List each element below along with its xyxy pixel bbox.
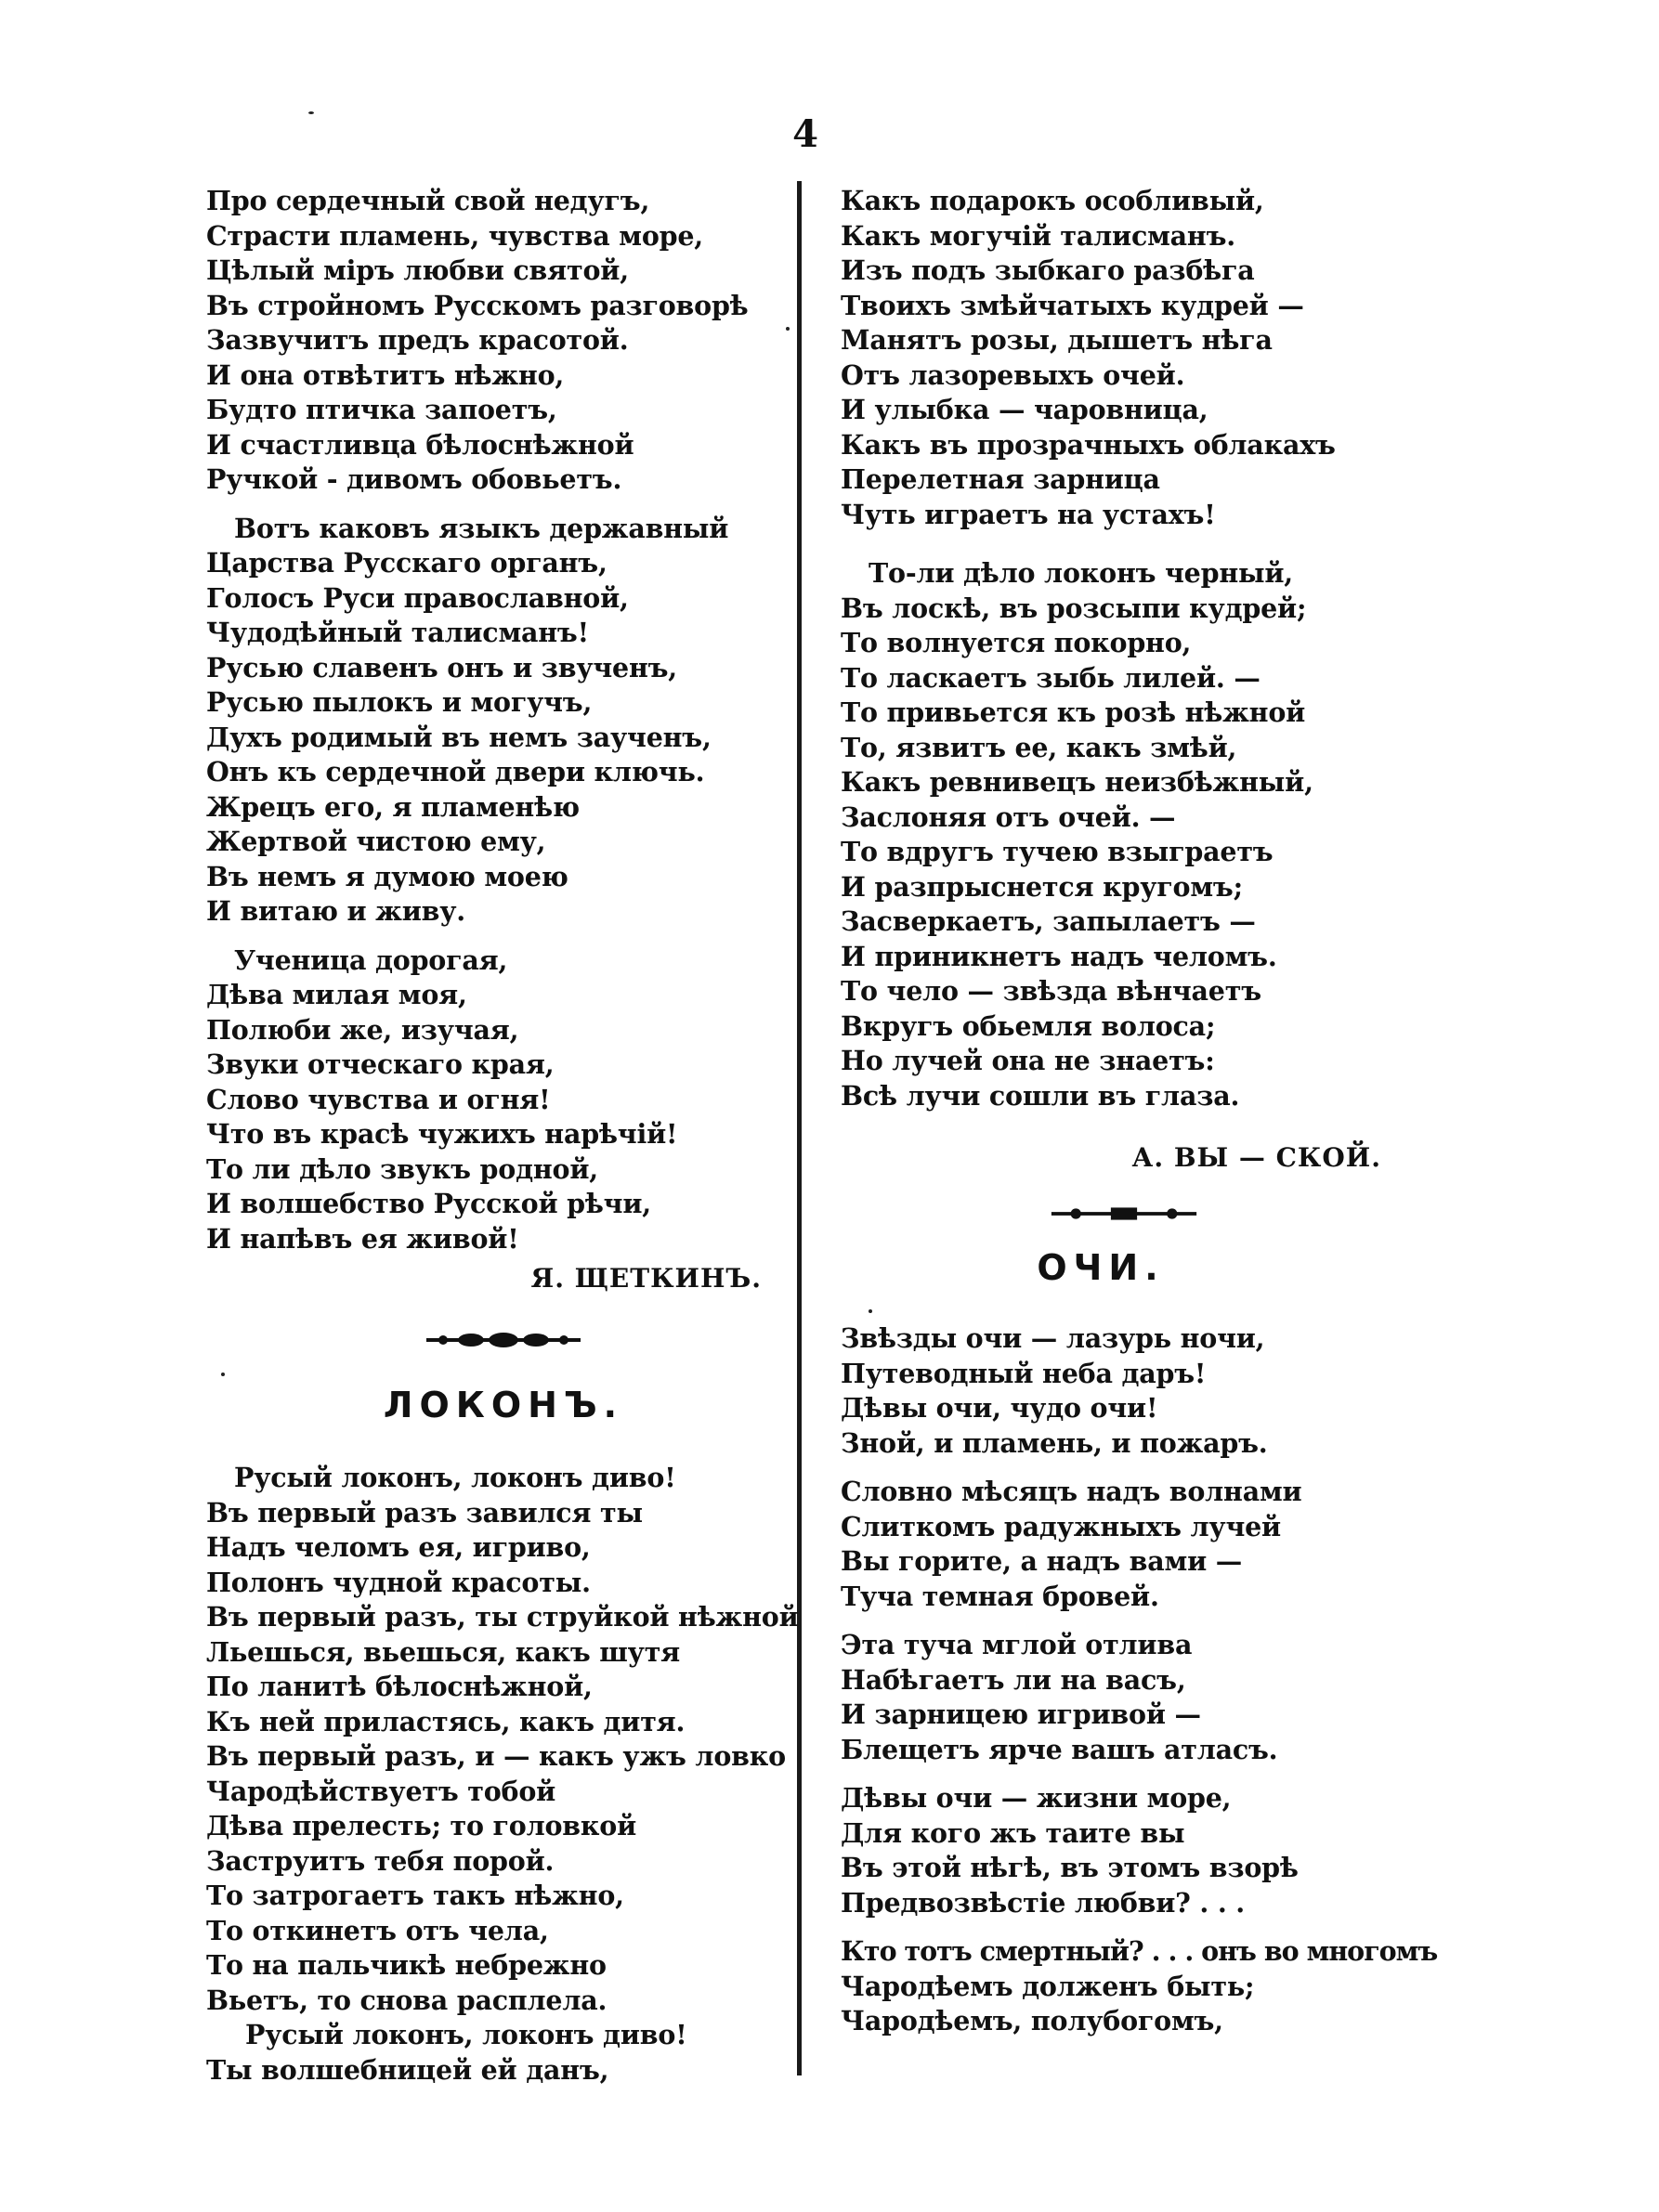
poem-line: Какъ подарокъ особливый,: [841, 185, 1264, 216]
poem-line: Чуть играетъ на устахъ!: [841, 498, 1216, 530]
poem-line: Предвозвѣстіе любви? . . .: [841, 1886, 1246, 1919]
poem-line: Туча темная бровей.: [841, 1580, 1159, 1612]
poem-line: Словно мѣсяцъ надъ волнами: [841, 1476, 1302, 1507]
poem-line: Всѣ лучи сошли въ глаза.: [841, 1079, 1240, 1112]
poem-line: То, язвитъ ее, какъ змѣй,: [841, 731, 1237, 763]
left-column: [206, 184, 801, 2101]
poem-line: Вьетъ, то снова расплела.: [206, 1984, 607, 2016]
poem-line: Голосъ Руси православной,: [206, 581, 629, 614]
poem-line: То привьется къ розѣ нѣжной: [841, 696, 1306, 728]
poem-line: Русью славенъ онъ и звученъ,: [206, 651, 677, 683]
poem-line: То вдругъ тучею взыграетъ: [841, 836, 1274, 867]
stanza: [841, 184, 1398, 532]
stanza: [206, 943, 801, 1257]
stanza: [206, 512, 801, 930]
poem-line: Ручкой - дивомъ обовьетъ.: [206, 463, 622, 495]
poem-line: Чародѣемъ, полубогомъ,: [841, 2005, 1223, 2036]
poem-line: Заслоняя отъ очей. —: [841, 800, 1176, 833]
poem-line: Въ лоскѣ, въ розсыпи кудрей;: [841, 592, 1307, 624]
poem-line: Эта туча мглой отлива: [841, 1629, 1193, 1660]
stanza: [206, 1461, 801, 2088]
poem-line: Дѣва прелесть; то головкой: [206, 1810, 637, 1841]
poem-line: Отъ лазоревыхъ очей.: [841, 358, 1185, 391]
poem-line: Дѣва милая моя,: [206, 979, 467, 1010]
poem-line: Звуки отческаго края,: [206, 1048, 555, 1080]
poem-line: Перелетная зарница: [841, 463, 1160, 495]
poem-line: Чудодѣйный талисманъ!: [206, 617, 589, 648]
poem-line: Зазвучитъ предъ красотой.: [206, 324, 629, 356]
poem-line: Набѣгаетъ ли на васъ,: [841, 1663, 1186, 1696]
poem-line: Въ этой нѣгѣ, въ этомъ взорѣ: [841, 1852, 1299, 1883]
poem-line: И витаю и живу.: [206, 895, 466, 927]
stanza: [206, 184, 801, 498]
poem-line: Въ немъ я думою моею: [206, 860, 568, 892]
poem-line: То-ли дѣло локонъ черный,: [869, 557, 1294, 589]
poem-line: Въ первый разъ, и — какъ ужъ ловко: [206, 1740, 786, 1772]
poem-line: Онъ къ сердечной двери ключь.: [206, 756, 705, 787]
poem-line: Въ первый разъ завился ты: [206, 1496, 643, 1529]
poem-line: Царства Русскаго органъ,: [206, 547, 607, 579]
poem-line: Въ стройномъ Русскомъ разговорѣ: [206, 289, 749, 321]
poem-line: Зной, и пламень, и пожаръ.: [841, 1426, 1268, 1459]
poem-line: То ласкаетъ зыбь лилей. —: [841, 661, 1261, 694]
poem-line: Ученица дорогая,: [234, 943, 508, 976]
poem-line: Слово чувства и огня!: [206, 1083, 551, 1115]
poem-line: Русый локонъ, локонъ диво!: [245, 2019, 687, 2050]
poem-line: Но лучей она не знаетъ:: [841, 1045, 1215, 1076]
poem-line: Кто тотъ смертный? . . . онъ во многомъ: [841, 1935, 1438, 1967]
poem-line: Чародѣемъ долженъ быть;: [841, 1970, 1255, 2002]
poem-line: И она отвѣтитъ нѣжно,: [206, 358, 565, 391]
poem-line: Для кого жъ таите вы: [841, 1816, 1185, 1849]
poem-line: Страсти пламень, чувства море,: [206, 219, 704, 252]
scan-speck: [308, 111, 314, 114]
poem-line: Полонъ чудной красоты.: [206, 1566, 591, 1598]
poem-line: Какъ въ прозрачныхъ облакахъ: [841, 428, 1336, 461]
stanza: [841, 556, 1398, 1113]
poem-line: Къ ней приластясь, какъ дитя.: [206, 1705, 686, 1737]
poem-line: И разпрыснется кругомъ;: [841, 870, 1243, 903]
poem-title: ЛОКОНЪ.: [383, 1385, 624, 1425]
stanza: [841, 1781, 1398, 1920]
page-number: 4: [792, 112, 818, 156]
poem-line: Слиткомъ радужныхъ лучей: [841, 1510, 1281, 1542]
poem-line: И счастливца бѣлоснѣжной: [206, 428, 634, 461]
poem-line: Какъ ревнивецъ неизбѣжный,: [841, 766, 1313, 798]
author-signature: А. ВЫ — СКОЙ.: [1131, 1142, 1381, 1173]
ornament-divider: [1050, 1204, 1198, 1223]
poem-line: Дѣвы очи — жизни море,: [841, 1782, 1232, 1814]
poem-line: Жертвой чистою ему,: [206, 826, 546, 857]
poem-line: Льешься, вьешься, какъ шутя: [206, 1635, 681, 1668]
poem-line: Путеводный неба даръ!: [841, 1357, 1207, 1389]
poem-line: И напѣвъ ея живой!: [206, 1222, 519, 1255]
poem-line: И волшебство Русской рѣчи,: [206, 1188, 651, 1219]
poem-line: То волнуется покорно,: [841, 627, 1192, 658]
poem-line: Чародѣйствуетъ тобой: [206, 1775, 556, 1807]
poem-line: То чело — звѣзда вѣнчаетъ: [841, 975, 1261, 1007]
author-signature: Я. ЩЕТКИНЪ.: [530, 1263, 762, 1294]
poem-line: Духъ родимый въ немъ заученъ,: [206, 721, 712, 753]
poem-line: Вкругъ обьемля волоса;: [841, 1009, 1216, 1042]
poem-line: Какъ могучій талисманъ.: [841, 219, 1235, 252]
stanza: [841, 1934, 1438, 2039]
poem-line: Жрецъ его, я пламенѣю: [206, 790, 580, 823]
poem-line: То откинетъ отъ чела,: [206, 1914, 549, 1946]
poem-line: Про сердечный свой недугъ,: [206, 185, 650, 216]
ornament-divider: [425, 1331, 582, 1349]
poem-line: Заструитъ тебя порой.: [206, 1844, 555, 1877]
poem-line: Звѣзды очи — лазурь ночи,: [841, 1322, 1265, 1354]
poem-line: Полюби же, изучая,: [206, 1013, 519, 1046]
poem-line: Вотъ каковъ языкъ державный: [234, 512, 729, 544]
poem-line: Что въ красѣ чужихъ нарѣчій!: [206, 1118, 678, 1150]
poem-line: Засверкаетъ, запылаетъ —: [841, 905, 1256, 937]
poem-line: И зарницею игривой —: [841, 1698, 1201, 1730]
poem-line: Цѣлый міръ любви святой,: [206, 254, 629, 286]
poem-line: Манятъ розы, дышетъ нѣга: [841, 324, 1273, 356]
poem-line: То на пальчикѣ небрежно: [206, 1949, 607, 1981]
poem-line: Твоихъ змѣйчатыхъ кудрей —: [841, 289, 1304, 321]
poem-line: По ланитѣ бѣлоснѣжной,: [206, 1671, 593, 1702]
poem-line: Будто птичка запоетъ,: [206, 394, 557, 425]
poem-line: Надъ челомъ ея, игриво,: [206, 1531, 591, 1563]
poem-line: Изъ подъ зыбкаго разбѣга: [841, 254, 1255, 286]
poem-line: Въ первый разъ, ты струйкой нѣжной: [206, 1601, 799, 1633]
poem-line: Блещетъ ярче вашъ атласъ.: [841, 1733, 1278, 1765]
poem-line: Русый локонъ, локонъ диво!: [234, 1462, 676, 1493]
stanza: [841, 1475, 1398, 1614]
poem-line: То ли дѣло звукъ родной,: [206, 1152, 599, 1185]
poem-line: Ты волшебницей ей данъ,: [206, 2053, 609, 2086]
poem-line: И улыбка — чаровница,: [841, 394, 1208, 425]
poem-line: Дѣвы очи, чудо очи!: [841, 1392, 1158, 1424]
poem-line: Русью пылокъ и могучъ,: [206, 686, 593, 718]
poem-title: ОЧИ.: [1037, 1247, 1165, 1288]
stanza: [841, 1628, 1398, 1767]
stanza: [841, 1321, 1398, 1461]
poem-line: То затрогаетъ такъ нѣжно,: [206, 1880, 624, 1911]
right-column: [841, 184, 1438, 2053]
poem-line: И приникнетъ надъ челомъ.: [841, 940, 1277, 972]
poem-line: Вы горите, а надъ вами —: [841, 1545, 1243, 1577]
